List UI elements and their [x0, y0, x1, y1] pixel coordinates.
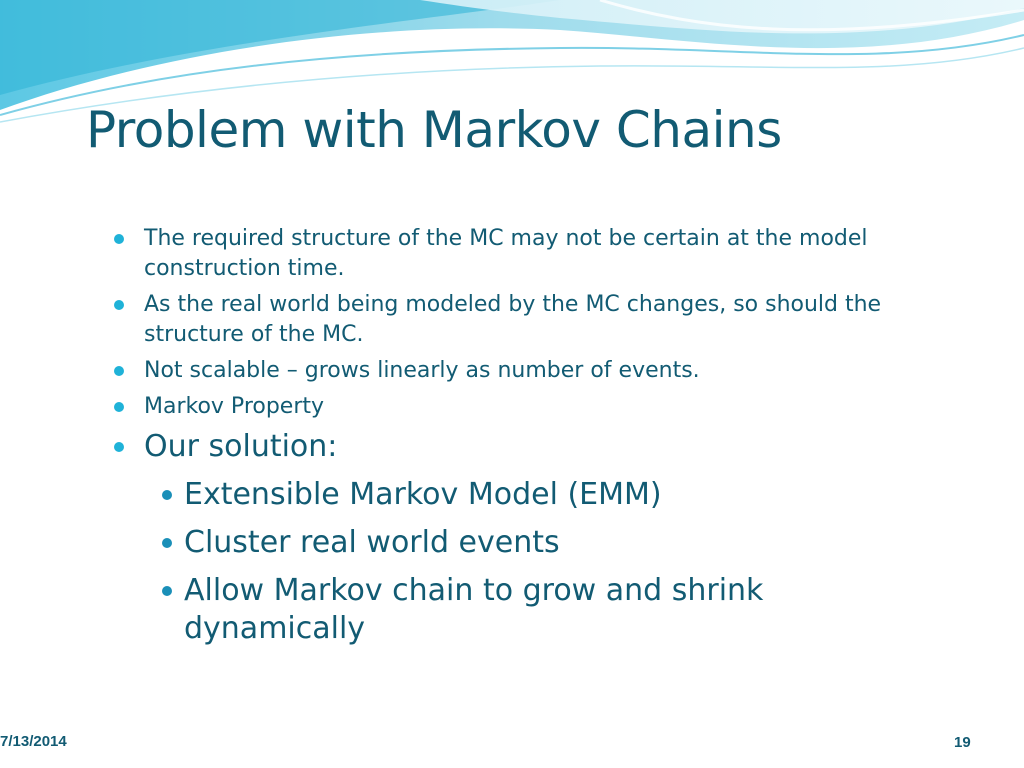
sub-bullet-dot-icon [162, 490, 172, 500]
bullet-list [114, 224, 914, 648]
slide-content [114, 224, 914, 654]
bullet-item [114, 290, 914, 350]
sub-bullet-item [144, 476, 914, 514]
sub-bullet-list [144, 476, 914, 648]
bullet-item [114, 392, 914, 422]
sub-bullet-text: Cluster real world events [184, 525, 560, 560]
bullet-text: Markov Property [144, 394, 325, 419]
bullet-text: The required structure of the MC may not be certain at the model construction time. [144, 226, 868, 281]
bullet-text: As the real world being modeled by the MC changes, so should the structure of the MC. [144, 292, 882, 347]
sub-bullet-text: Allow Markov chain to grow and shrink dynamically [184, 573, 764, 646]
bullet-item-solution [114, 428, 914, 648]
slide-title: Problem with Markov Chains [86, 101, 782, 159]
bullet-dot-icon [114, 300, 124, 310]
bullet-dot-icon [114, 234, 124, 244]
sub-bullet-item [144, 524, 914, 562]
bullet-item [114, 356, 914, 386]
slide-number: 19 [954, 734, 971, 751]
sub-bullet-item [144, 572, 914, 648]
bullet-text: Not scalable – grows linearly as number of events. [144, 358, 700, 383]
bullet-dot-icon [114, 442, 124, 452]
sub-bullet-dot-icon [162, 586, 172, 596]
bullet-item [114, 224, 914, 284]
footer-date: 7/13/2014 [0, 733, 67, 750]
sub-bullet-text: Extensible Markov Model (EMM) [184, 477, 662, 512]
solution-label: Our solution: [144, 429, 338, 464]
bullet-dot-icon [114, 402, 124, 412]
sub-bullet-dot-icon [162, 538, 172, 548]
bullet-dot-icon [114, 366, 124, 376]
